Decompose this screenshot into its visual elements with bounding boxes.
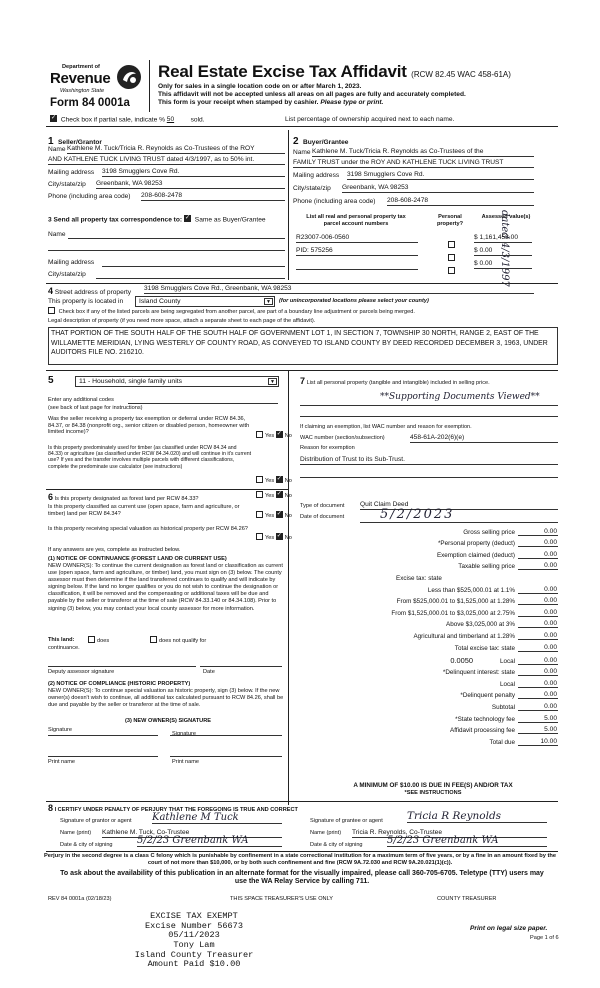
- section6-num: 6: [48, 492, 54, 502]
- owner-name-line-1[interactable]: [48, 756, 158, 757]
- county-select-value: Island County: [139, 298, 181, 305]
- header-rule: [46, 126, 558, 127]
- partial-sale-row: [50, 116, 205, 124]
- wac-number[interactable]: 458-61A-202(6)(e): [410, 434, 558, 443]
- owner-name-line-2[interactable]: [170, 756, 282, 757]
- doc-date[interactable]: 5/2/2023: [360, 507, 558, 523]
- stamp-line1: EXCISE TAX EXEMPT: [150, 911, 238, 921]
- parcels-col1-header: List all real and personal property tax parcel account numbers: [306, 214, 406, 227]
- street-row: [48, 286, 131, 297]
- chevron-down-icon: ▼: [268, 378, 277, 385]
- fee-label: Taxable selling price: [458, 563, 515, 571]
- header-note3: [158, 99, 383, 107]
- section3-row: [48, 216, 266, 224]
- section7-row: [300, 376, 558, 387]
- does-not-checkbox[interactable]: [150, 636, 157, 643]
- fee-row: [300, 524, 558, 536]
- parcel-row: [296, 247, 536, 258]
- section3-city-label: City/state/zip: [48, 271, 86, 278]
- fee-table: [300, 524, 558, 746]
- codes-note: (see back of last page for instructions): [48, 405, 143, 411]
- grantor-date[interactable]: 5/2/23 Greenbank WA: [137, 835, 282, 847]
- yes-label: Yes: [265, 492, 275, 499]
- grantee-signature[interactable]: Tricia R Reynolds: [407, 810, 547, 823]
- s5-q1-answer: [256, 432, 292, 440]
- partial-sale-percent[interactable]: 50: [166, 116, 175, 124]
- treasurer-use: THIS SPACE TREASURER'S USE ONLY: [230, 896, 334, 902]
- street-label: Street address of property: [54, 289, 132, 296]
- land-use-value: 11 - Household, single family units: [79, 378, 183, 385]
- seller-mailing[interactable]: 3198 Smugglers Cove Rd.: [102, 168, 285, 177]
- see-instructions: *SEE INSTRUCTIONS: [404, 790, 462, 796]
- parcel-value[interactable]: $ 1,161,453.00: [474, 234, 532, 243]
- doc-type[interactable]: Quit Claim Deed: [360, 501, 558, 510]
- reason-line-2[interactable]: [300, 477, 558, 478]
- fee-row: [300, 723, 558, 735]
- section3-name[interactable]: [68, 238, 285, 239]
- yes-label: Yes: [265, 534, 275, 541]
- parcel-number[interactable]: PID: 575256: [296, 247, 418, 256]
- form-title: Real Estate Excise Tax Affidavit: [158, 62, 407, 81]
- fee-value[interactable]: 0.00: [518, 528, 558, 536]
- section5-rule: [46, 370, 558, 371]
- form-title-block: [158, 62, 558, 82]
- col-divider-mid: [288, 370, 289, 805]
- fee-label: Less than $525,000.01 at 1.1%: [427, 586, 515, 594]
- fee-value[interactable]: 0.00: [518, 597, 558, 605]
- legal-description[interactable]: THAT PORTION OF THE SOUTH HALF OF THE SOUTH HALF OF GOVERNMENT LOT 1, IN SECTION 7, TOWNSHIP 30 NORTH, RANGE 2, EAST OF THE WILLAMETTE MERIDIAN, LYING WESTERLY OF COUNTY ROAD, AS CONVEYED TO ISLAND COUNTY BY DEED RECORDED DECEMBER 3, 1963, UNDER AUDITORS FILE NO. 216210.: [48, 327, 558, 365]
- s6-q1: Is this property designated as forest land per RCW 84.33?: [54, 496, 199, 502]
- dept-line3: Washington State: [60, 88, 105, 94]
- legal-paper-note: Print on legal size paper.: [470, 925, 548, 932]
- fee-row: [300, 734, 558, 746]
- does-checkbox[interactable]: [88, 636, 95, 643]
- dept-line2: Revenue: [50, 70, 111, 87]
- header-note3-prefix: This form is your receipt when stamped by cashier.: [158, 99, 319, 106]
- page-number: Page 1 of 6: [530, 935, 559, 941]
- s5-q2: Is this property predominately used for timber (as classified under RCW 84.34 and 84.33) or agriculture (as classified under RCW 84.34.020) and will continue in it's current use? If yes and the transfer involves multiple parcels with different classifications, complete the predominate use calculator (see instructions): [48, 445, 252, 470]
- section4-rule: [46, 283, 558, 284]
- owner-print-label-1: Print name: [48, 759, 76, 765]
- seller-num: 1: [48, 136, 54, 147]
- doc-date-label: Date of document: [300, 514, 345, 520]
- fee-row: [300, 559, 558, 571]
- segregated-row: [48, 308, 558, 316]
- local-rate: 0.0050: [450, 655, 473, 665]
- fee-label: Total excise tax: state: [454, 644, 515, 652]
- alt-format-note: To ask about the availability of this publication in an alternate format for the visually impaired, please call 360-705-6705. Teletype (TTY) users may use the WA Relay Service by calling 711.: [60, 870, 544, 886]
- located-label: This property is located in: [48, 298, 124, 305]
- partial-sale-prefix: Check box if partial sale, indicate %: [60, 116, 165, 124]
- owner-print-label-2: Print name: [172, 759, 200, 765]
- section8-num: 8: [48, 803, 54, 813]
- personal-property-line-2[interactable]: [300, 416, 558, 417]
- s6-q2: Is this property classified as current use (open space, farm and agriculture, or timber) land per RCW 84.34?: [48, 504, 240, 517]
- fee-row: [300, 536, 558, 548]
- header-note2: This affidavit will not be accepted unless all areas on all pages are fully and accurately completed.: [158, 91, 466, 98]
- buyer-heading-label: Buyer/Grantee: [303, 139, 349, 146]
- header-note1: Only for sales in a single location code on or after March 1, 2023.: [158, 83, 362, 90]
- fee-value[interactable]: 0.00: [518, 609, 558, 617]
- seller-phone-label: Phone (including area code): [48, 193, 131, 200]
- fee-label: *State technology fee: [455, 715, 515, 723]
- col-divider-top: [288, 130, 289, 280]
- fee-value[interactable]: 0.00: [518, 644, 558, 652]
- section4-num: 4: [48, 286, 54, 296]
- county-treasurer: COUNTY TREASURER: [437, 896, 497, 902]
- codes-field[interactable]: [128, 403, 278, 404]
- section3-city[interactable]: [96, 278, 285, 279]
- fee-label: Affidavit processing fee: [450, 727, 515, 735]
- parcel-number[interactable]: [296, 260, 418, 270]
- section3-mailing[interactable]: [102, 266, 285, 267]
- section3-mailing-label: Mailing address: [48, 259, 95, 266]
- no-label: No: [284, 477, 292, 484]
- fee-row: [300, 628, 558, 640]
- seller-city-label: City/state/zip: [48, 181, 86, 188]
- fee-value[interactable]: 0.00: [518, 691, 558, 699]
- yes-label: Yes: [265, 432, 275, 439]
- segregated-note: Check box if any of the listed parcels are being segregated from another parcel, are part of a boundary line adjustment or parcels being merged.: [58, 308, 415, 315]
- ownership-note: List percentage of ownership acquired next to each name.: [285, 116, 455, 123]
- fee-row: [300, 594, 558, 606]
- codes-label: Enter any additional codes: [48, 397, 114, 403]
- fee-label: Excise tax: state: [396, 574, 442, 582]
- seller-heading-label: Seller/Grantor: [58, 139, 102, 146]
- fee-row: [300, 699, 558, 711]
- seller-name-line1[interactable]: Kathlene M. Tuck/Tricia R. Reynolds as Co-Trustees of the ROY: [67, 145, 285, 154]
- grantee-name-label: Name (print): [310, 830, 342, 836]
- stamp-line2: Excise Number 56673: [145, 920, 243, 931]
- s6-q3-answer: [256, 534, 292, 542]
- parcels-col2-header: Personal property?: [436, 214, 464, 227]
- no-label: No: [284, 492, 292, 499]
- no-label: No: [284, 534, 292, 541]
- fee-label: Total due: [489, 738, 515, 746]
- yes-label: Yes: [265, 512, 275, 519]
- deputy-sig-label: Deputy assessor signature: [48, 669, 115, 675]
- supporting-docs-note: **Supporting Documents Viewed**: [380, 392, 540, 402]
- s5-q1: Was the seller receiving a property tax exemption or deferral under RCW 84.36, 84.37, or 84.38 (nonprofit org., senior citizen or disabled person, homeowner with limited income)?: [48, 416, 250, 436]
- s5-q2-answer: [256, 477, 292, 485]
- fee-value[interactable]: 0.00: [518, 680, 558, 688]
- certify-text: I CERTIFY UNDER PENALTY OF PERJURY THAT THE FOREGOING IS TRUE AND CORRECT: [54, 807, 298, 813]
- fee-label: Local: [499, 657, 515, 665]
- section3-name-label: Name: [48, 231, 66, 238]
- fee-row: [300, 652, 558, 665]
- fee-value[interactable]: 0.00: [518, 668, 558, 676]
- deputy-date-label: Date: [203, 669, 215, 675]
- s6-q3: Is this property receiving special valuation as historical property per RCW 84.26?: [48, 526, 248, 532]
- grantee-date[interactable]: 5/2/23 Greenbank WA: [387, 835, 547, 847]
- fee-value[interactable]: 5.00: [518, 715, 558, 723]
- s5-q1-no-checkbox[interactable]: [276, 431, 283, 438]
- fee-row: [300, 570, 558, 582]
- yes-label: Yes: [265, 477, 275, 484]
- same-as-buyer-checkbox[interactable]: [184, 215, 191, 222]
- s6-q3-yes-checkbox[interactable]: [256, 533, 263, 540]
- same-as-buyer-label: Same as Buyer/Grantee: [194, 216, 266, 224]
- reason-value[interactable]: Distribution of Trust to its Sub-Trust.: [300, 456, 558, 465]
- fee-row: [300, 688, 558, 700]
- seller-city[interactable]: Greenbank, WA 98253: [96, 180, 285, 189]
- dept-line1: Department of: [62, 64, 100, 70]
- s6-q1-yes-checkbox[interactable]: [256, 491, 263, 498]
- fee-value[interactable]: 0.00: [518, 586, 558, 594]
- stamp-line4: Tony Lam: [173, 939, 215, 950]
- s5-q2-no-checkbox[interactable]: [276, 476, 283, 483]
- buyer-phone[interactable]: 208-608-2478: [387, 197, 534, 206]
- notice2-title: (2) NOTICE OF COMPLIANCE (HISTORIC PROPERTY): [48, 681, 191, 687]
- fee-row: [300, 547, 558, 559]
- fee-label: Exemption claimed (deduct): [436, 551, 515, 559]
- fee-row: [300, 582, 558, 594]
- no-label: No: [284, 432, 292, 439]
- buyer-city[interactable]: Greenbank, WA 98253: [342, 184, 534, 193]
- rev-number: REV 84 0001a (02/18/23): [48, 896, 112, 902]
- fee-row: [300, 605, 558, 617]
- s6-q3-no-checkbox[interactable]: [276, 533, 283, 540]
- fee-label: Above $3,025,000 at 3%: [446, 621, 515, 629]
- wa-logo-icon: [116, 64, 142, 90]
- fee-row: [300, 676, 558, 688]
- grantee-name[interactable]: Tricia R. Reynolds, Co-Trustee: [352, 829, 547, 838]
- stamp-line5: Island County Treasurer: [134, 949, 254, 960]
- grantor-name[interactable]: Kathlene M. Tuck, Co-Trustee: [102, 829, 282, 838]
- does-not-label: does not qualify for: [159, 637, 207, 644]
- wac-label: WAC number (section/subsection): [300, 435, 385, 441]
- fee-label: Subtotal: [491, 703, 515, 711]
- this-land-label: This land:: [48, 637, 75, 643]
- stamp-line6: Amount Paid $10.00: [147, 959, 241, 970]
- continuance-label: continuance.: [48, 645, 80, 651]
- fee-label: Local: [499, 680, 515, 688]
- parcel-row: [296, 260, 536, 271]
- legal-label: Legal description of property (if you need more space, attach a separate sheet to each page of the affidavit).: [48, 318, 316, 324]
- fee-value[interactable]: 0.00: [518, 632, 558, 640]
- doc-type-label: Type of document: [300, 503, 345, 509]
- grantee-sig-label: Signature of grantee or agent: [310, 818, 383, 824]
- fee-value[interactable]: 10.00: [518, 738, 558, 746]
- does-not-option: [150, 637, 206, 645]
- s5-q2-yes-checkbox[interactable]: [256, 476, 263, 483]
- owner-sig-line-1[interactable]: [48, 735, 158, 736]
- buyer-num: 2: [293, 136, 299, 147]
- fee-value[interactable]: 0.00: [518, 620, 558, 628]
- fee-row: [300, 640, 558, 652]
- seller-name-label: Name: [48, 146, 66, 153]
- no-label: No: [284, 512, 292, 519]
- s5-q1-yes-checkbox[interactable]: [256, 431, 263, 438]
- buyer-city-label: City/state/zip: [293, 185, 331, 192]
- owner-sig-label-2: Signature: [172, 731, 196, 737]
- minimum-note: A MINIMUM OF $10.00 IS DUE IN FEE(S) AND/OR TAX: [353, 782, 513, 789]
- fee-label: From $1,525,000.01 to $3,025,000 at 2.75%: [391, 609, 515, 617]
- section3-label: 3 Send all property tax correspondence to:: [48, 216, 183, 224]
- buyer-name-line2[interactable]: FAMILY TRUST under the ROY AND KATHLENE TUCK LIVING TRUST: [293, 159, 534, 168]
- parcel-number[interactable]: R23007-006-0560: [296, 234, 418, 243]
- personal-property-checkbox[interactable]: [448, 267, 455, 274]
- grantee-date-label: Date & city of signing: [310, 842, 363, 848]
- buyer-mailing[interactable]: 3198 Smugglers Cove Rd.: [347, 171, 534, 180]
- section6-rule: [46, 489, 288, 490]
- section7-label: List all personal property (tangible and intangible) included in selling price.: [306, 380, 490, 386]
- parcels-col3-header: Assessed value(s): [481, 214, 531, 220]
- fee-value[interactable]: 0.00: [518, 703, 558, 711]
- perjury-note: Perjury in the second degree is a class C felony which is punishable by confinement in a state correctional institution for a maximum term of five years, or by a fine in an amount fixed by the court of not more than $10,000, or by both such confinement and fine (RCW 9A.72.030 and RCW 9A.20.021(1)(c)).: [44, 853, 556, 866]
- fee-label: *Delinquent penalty: [460, 692, 515, 700]
- parcel-value[interactable]: $ 0.00: [474, 247, 532, 256]
- county-note: (for unincorporated locations please select your county): [279, 298, 429, 304]
- section7-num: 7: [300, 376, 306, 386]
- fee-label: *Delinquent interest: state: [442, 669, 515, 677]
- notice2-text: NEW OWNER(S): To continue special valuation as historic property, sign (3) below. If the new owner(s) doesn't wish to continue, all additional tax calculated pursuant to RCW 84.26, shall be due and payable by the seller or transferor at the time of sale.: [48, 688, 284, 709]
- fee-label: *Personal property (deduct): [437, 540, 515, 548]
- header-divider: [149, 60, 150, 112]
- reason-label: Reason for exemption: [300, 445, 355, 451]
- exemption-note: If claiming an exemption, list WAC number and reason for exemption.: [300, 424, 472, 430]
- s6-q1-row: [48, 492, 288, 503]
- fee-value[interactable]: 0.00: [518, 551, 558, 559]
- new-owner-sig-title: (3) NEW OWNER(S) SIGNATURE: [125, 718, 211, 724]
- buyer-margin-note: dated 4/3/1997: [499, 210, 510, 287]
- fee-row: [300, 665, 558, 677]
- buyer-name-line1[interactable]: Kathlene M. Tuck/Tricia R. Reynolds as Co-Trustees of the: [312, 148, 534, 157]
- chevron-down-icon: ▼: [264, 298, 273, 305]
- s6-q2-answer: [256, 512, 292, 520]
- fee-row: [300, 617, 558, 629]
- s6-q1-no-checkbox[interactable]: [276, 491, 283, 498]
- buyer-phone-label: Phone (including area code): [293, 198, 376, 205]
- fee-value[interactable]: 0.00: [518, 539, 558, 547]
- stamp-line3: 05/11/2023: [168, 930, 220, 941]
- section5-num: 5: [48, 375, 54, 386]
- treasurer-stamp: [124, 912, 264, 970]
- parcel-row: [296, 234, 536, 245]
- s6-q2-no-checkbox[interactable]: [276, 511, 283, 518]
- owner-sig-label-1: Signature: [48, 727, 72, 733]
- fee-label: Gross selling price: [463, 528, 515, 536]
- form-number: Form 84 0001a: [50, 97, 130, 109]
- parcel-value[interactable]: $ 0.00: [474, 260, 532, 269]
- does-label: does: [97, 637, 110, 644]
- s6-q1-answer: [256, 492, 292, 500]
- buyer-heading: [293, 131, 348, 149]
- notice1-title: (1) NOTICE OF CONTINUANCE (FOREST LAND OR CURRENT USE): [48, 556, 227, 562]
- seller-name-line2[interactable]: AND KATHLENE TUCK LIVING TRUST dated 4/3/1997, as to 50% int.: [48, 156, 285, 165]
- grantor-name-label: Name (print): [60, 830, 92, 836]
- grantor-signature[interactable]: Kathlene M Tuck: [152, 812, 282, 824]
- header-note3-italic: Please type or print.: [320, 99, 384, 106]
- grantor-sig-label: Signature of grantor or agent: [60, 818, 132, 824]
- buyer-mailing-label: Mailing address: [293, 172, 340, 179]
- section8-rule: [46, 801, 558, 802]
- form-rcw: (RCW 82.45 WAC 458-61A): [411, 70, 511, 79]
- grantor-date-label: Date & city of signing: [60, 842, 113, 848]
- does-option: [88, 637, 109, 645]
- street-address[interactable]: 3198 Smugglers Cove Rd., Greenbank, WA 98253: [144, 285, 534, 294]
- footer-rule: [46, 851, 558, 852]
- fee-label: From $525,000.01 to $1,525,000 at 1.28%: [396, 598, 515, 606]
- deputy-sig-line[interactable]: [48, 666, 196, 667]
- segregated-checkbox[interactable]: [48, 307, 55, 314]
- seller-phone[interactable]: 208-608-2478: [141, 192, 285, 201]
- partial-sale-checkbox[interactable]: [50, 115, 57, 122]
- notice1-text: NEW OWNER(S): To continue the current designation as forest land or classification as current use (open space, farm and agriculture, or timber) land, you must sign on (3) below. The county assessor must then determine if the land transferred continues to qualify and will indicate by signing below. If the land no longer qualifies or you do not wish to continue the designation or classification, it will be removed and the compensating or additional taxes will be due and payable by the seller or transferor at the time of sale (RCW 84.33.140 or 84.34.108). Prior to signing (3) below, you may contact your local county assessor for more information.: [48, 563, 283, 612]
- county-select[interactable]: [135, 296, 275, 307]
- s6-instr: If any answers are yes, complete as instructed below.: [48, 547, 181, 553]
- fee-row: [300, 711, 558, 723]
- seller-mailing-label: Mailing address: [48, 169, 95, 176]
- deputy-date-line[interactable]: [200, 666, 282, 667]
- s6-q2-yes-checkbox[interactable]: [256, 511, 263, 518]
- land-use-select[interactable]: [75, 376, 279, 387]
- fee-value[interactable]: 0.00: [518, 562, 558, 570]
- personal-property-line-1[interactable]: [300, 405, 558, 406]
- section3-name-line2[interactable]: [48, 250, 285, 251]
- fee-value[interactable]: 5.00: [518, 726, 558, 734]
- fee-value[interactable]: 0.00: [518, 657, 558, 665]
- buyer-name-label: Name: [293, 149, 311, 156]
- fee-label: Agricultural and timberland at 1.28%: [413, 632, 515, 640]
- partial-sale-suffix: sold.: [190, 116, 205, 124]
